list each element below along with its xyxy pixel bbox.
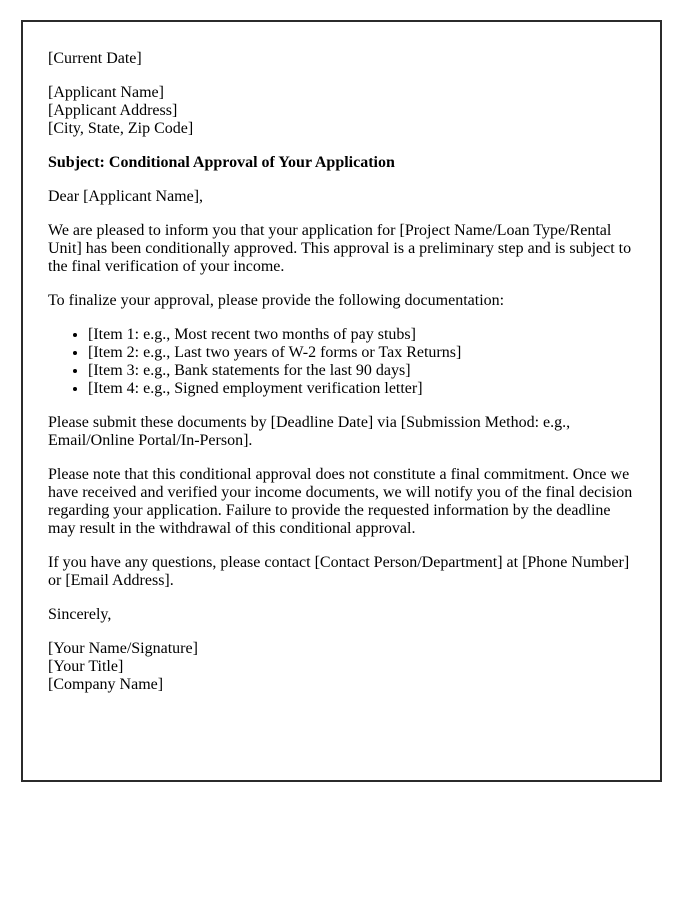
salutation: Dear [Applicant Name],: [48, 188, 204, 205]
signature-block: [48, 640, 634, 694]
required-documents-list: [48, 326, 634, 398]
recipient-city-line: [City, State, Zip Code]: [48, 120, 194, 137]
recipient-address-block: [48, 84, 634, 138]
paragraph-note: Please note that this conditional approval does not constitute a final commitment. Once we have received and verified your income documents, we will notify you of the final decision regarding your application. Failure to provide the requested information by the deadline may result in the withdrawal of this conditional approval.: [48, 466, 633, 537]
list-item: • [Item 3: e.g., Bank statements for the last 90 days]: [88, 362, 634, 380]
closing: Sincerely,: [48, 606, 112, 623]
subject-line: Subject: Conditional Approval of Your Application: [48, 154, 395, 171]
signature-company-line: [Company Name]: [48, 676, 164, 693]
signature-name-line: [Your Name/Signature]: [48, 640, 198, 657]
date-line: [Current Date]: [48, 50, 142, 67]
letter-document: [21, 20, 662, 782]
list-item: • [Item 4: e.g., Signed employment verification letter]: [88, 380, 634, 398]
list-item: • [Item 1: e.g., Most recent two months of pay stubs]: [88, 326, 634, 344]
paragraph-intro: We are pleased to inform you that your application for [Project Name/Loan Type/Rental Unit] has been conditionally approved. This approval is a preliminary step and is subject to the final verification of your income.: [48, 222, 632, 275]
paragraph-submit: Please submit these documents by [Deadline Date] via [Submission Method: e.g., Email/Online Portal/In-Person].: [48, 414, 571, 449]
signature-title-line: [Your Title]: [48, 658, 124, 675]
list-item: • [Item 2: e.g., Last two years of W-2 forms or Tax Returns]: [88, 344, 634, 362]
recipient-street-line: [Applicant Address]: [48, 102, 178, 119]
paragraph-docs-intro: To finalize your approval, please provide the following documentation:: [48, 292, 505, 309]
recipient-name-line: [Applicant Name]: [48, 84, 164, 101]
paragraph-questions: If you have any questions, please contact [Contact Person/Department] at [Phone Number] or [Email Address].: [48, 554, 630, 589]
